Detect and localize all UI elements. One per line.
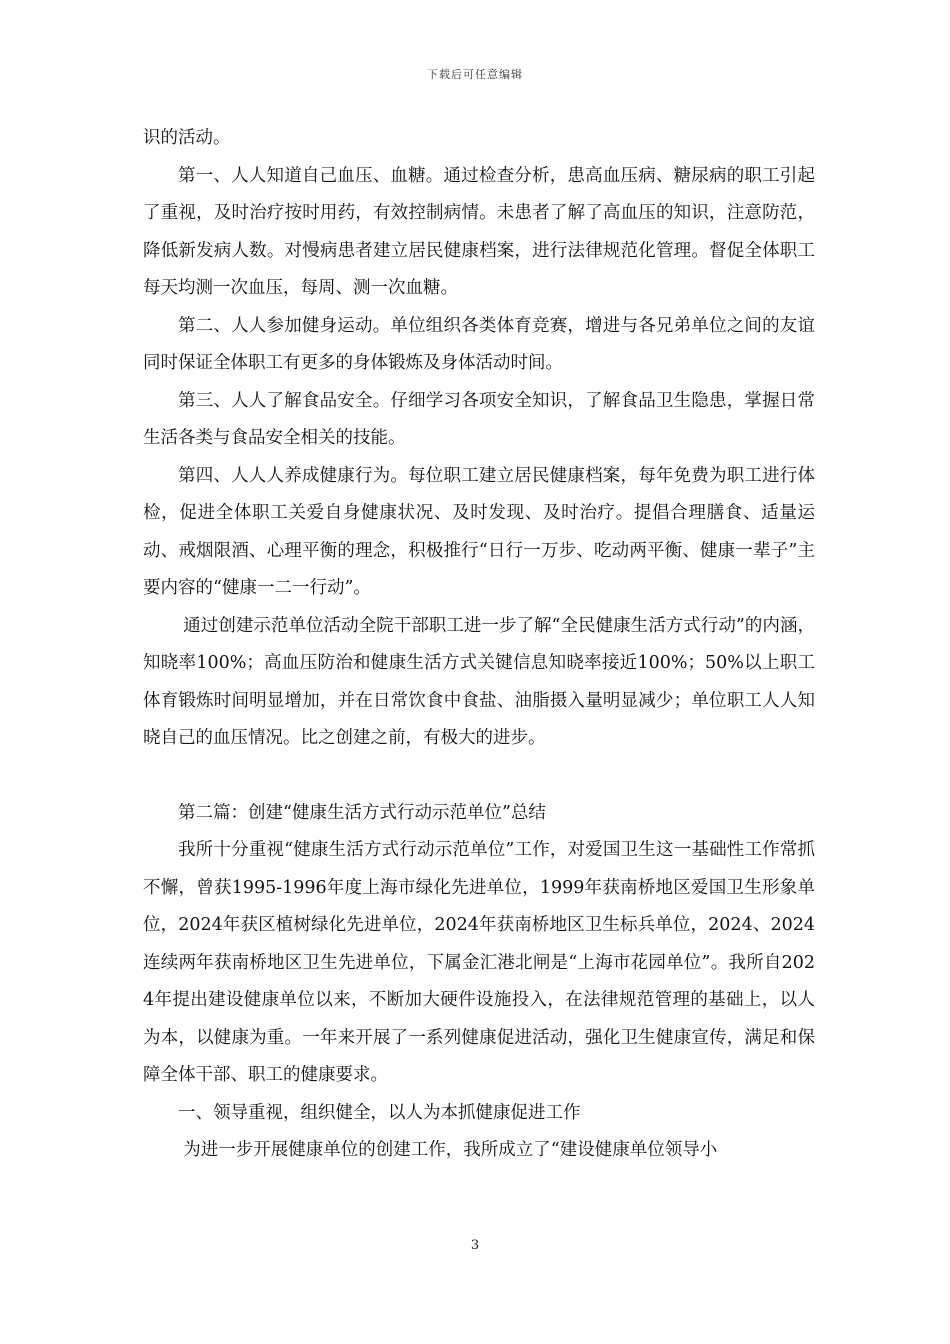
- page-header-note: 下载后可任意编辑: [427, 68, 523, 81]
- paragraph-item-3: 第三、人人了解食品安全。仔细学习各项安全知识，了解食品卫生隐患，掌握日常生活各类与食品安全相关的技能。: [143, 390, 815, 448]
- paragraph-item-4: 第四、人人人养成健康行为。每位职工建立居民健康档案，每年免费为职工进行体检，促进全体职工关爱自身健康状况、及时发现、及时治疗。提倡合理膳食、适量运动、戒烟限酒、心理平衡的理念，积极推行“日行一万步、吃动两平衡、健康一辈子”主要内容的“健康一二一行动”。: [143, 465, 815, 598]
- paragraph-carry-over: 识的活动。: [143, 128, 231, 148]
- page-number: 3: [470, 1238, 480, 1253]
- section-gap: [143, 758, 815, 795]
- paragraph-item-1: 第一、人人知道自己血压、血糖。通过检查分析，患高血压病、糖尿病的职工引起了重视，及时治疗按时用药，有效控制病情。未患者了解了高血压的知识，注意防范，降低新发病人数。对慢病患者建立居民健康档案，进行法律规范化管理。督促全体职工每天均测一次血压，每周、测一次血糖。: [143, 165, 815, 298]
- paragraph-summary: 通过创建示范单位活动全院干部职工进一步了解“全民健康生活方式行动”的内涵，知晓率100%；高血压防治和健康生活方式关键信息知晓率接近100%；50%以上职工体育锻炼时间明显增加，并在日常饮食中食盐、油脂摄入量明显减少；单位职工人人知晓自己的血压情况。比之创建之前，有极大的进步。: [143, 615, 815, 748]
- document-body: [143, 120, 815, 1170]
- heading-one: 一、领导重视，组织健全，以人为本抓健康促进工作: [178, 1102, 581, 1123]
- paragraph-heading-one: 为进一步开展健康单位的创建工作，我所成立了“建设健康单位领导小: [183, 1140, 718, 1160]
- paragraph-intro: 我所十分重视“健康生活方式行动示范单位”工作，对爱国卫生这一基础性工作常抓不懈，曾获1995-1996年度上海市绿化先进单位，1999年获南桥地区爱国卫生形象单位，2024年获区植树绿化先进单位，2024年获南桥地区卫生标兵单位，2024、2024连续两年获南桥地区卫生先进单位，下属金汇港北闸是“上海市花园单位”。我所自2024年提出建设健康单位以来，不断加大硬件设施投入，在法律规范管理的基础上，以人为本，以健康为重。一年来开展了一系列健康促进活动，强化卫生健康宣传，满足和保障全体干部、职工的健康要求。: [143, 840, 815, 1085]
- section-two-title: 第二篇：创建“健康生活方式行动示范单位”总结: [178, 802, 546, 823]
- paragraph-item-2: 第二、人人参加健身运动。单位组织各类体育竞赛，增进与各兄弟单位之间的友谊同时保证全体职工有更多的身体锻炼及身体活动时间。: [143, 315, 815, 373]
